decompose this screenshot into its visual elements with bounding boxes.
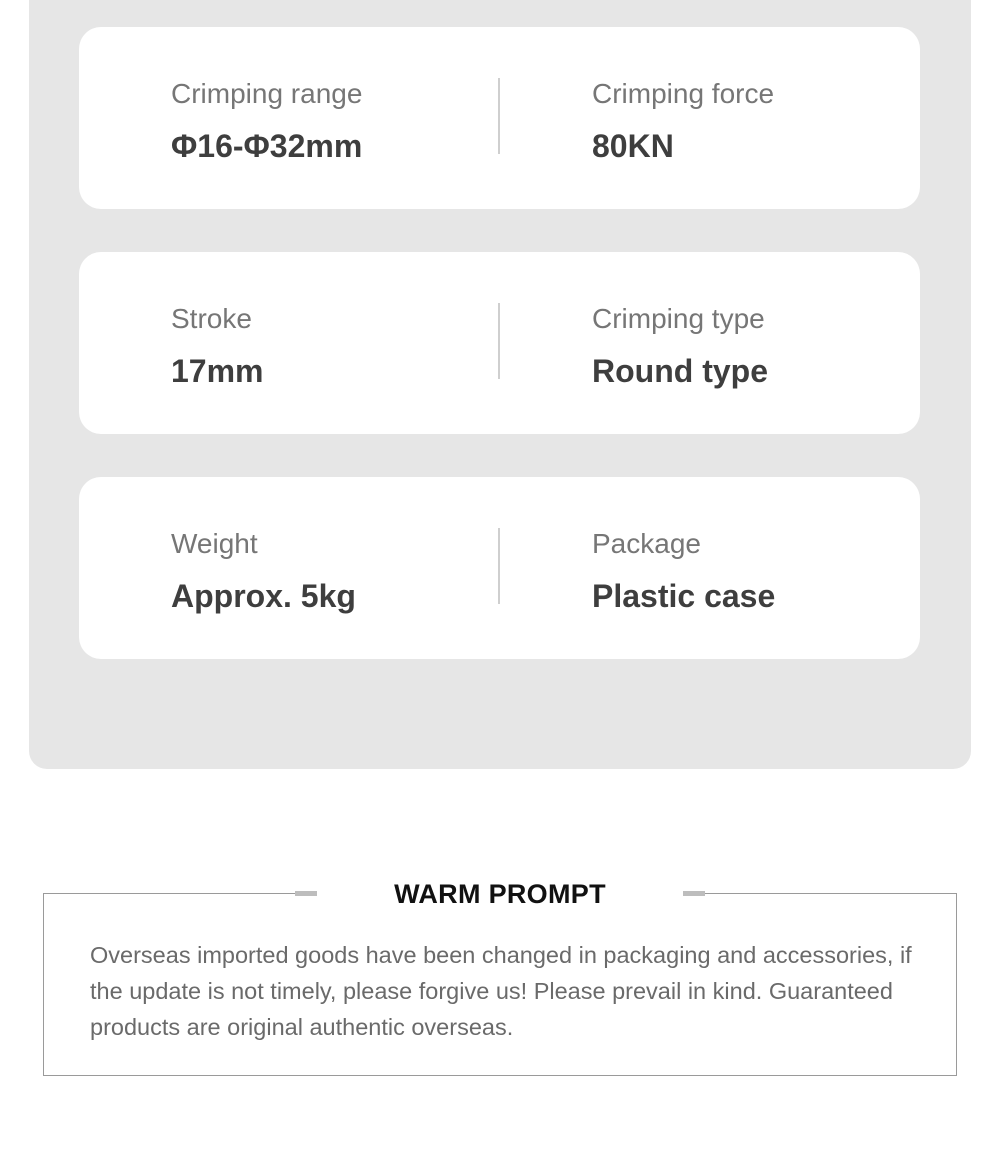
- spec-card: [79, 27, 920, 209]
- spec-value: Φ16-Φ32mm: [171, 128, 363, 164]
- spec-value: Round type: [592, 353, 768, 389]
- spec-label: Crimping range: [171, 78, 363, 109]
- title-dash-right: [683, 891, 705, 896]
- spec-value: Approx. 5kg: [171, 578, 356, 614]
- spec-divider: [498, 303, 500, 379]
- spec-label: Package: [592, 528, 701, 559]
- spec-value: 17mm: [171, 353, 264, 389]
- spec-label: Weight: [171, 528, 258, 559]
- warm-prompt-title: WARM PROMPT: [394, 879, 606, 909]
- spec-label: Crimping force: [592, 78, 775, 109]
- spec-value: Plastic case: [592, 578, 776, 614]
- spec-label: Crimping type: [592, 303, 765, 334]
- spec-divider: [498, 528, 500, 604]
- spec-divider: [498, 78, 500, 154]
- spec-value: 80KN: [592, 128, 674, 164]
- spec-card: [79, 252, 920, 434]
- spec-card: [79, 477, 920, 659]
- title-dash-left: [295, 891, 317, 896]
- spec-label: Stroke: [171, 303, 252, 334]
- warm-prompt-text: Overseas imported goods have been changed in packaging and accessories, if the update is not timely, please forgive us! Please prevail in kind. Guaranteed products are original authentic overseas.: [90, 942, 912, 1040]
